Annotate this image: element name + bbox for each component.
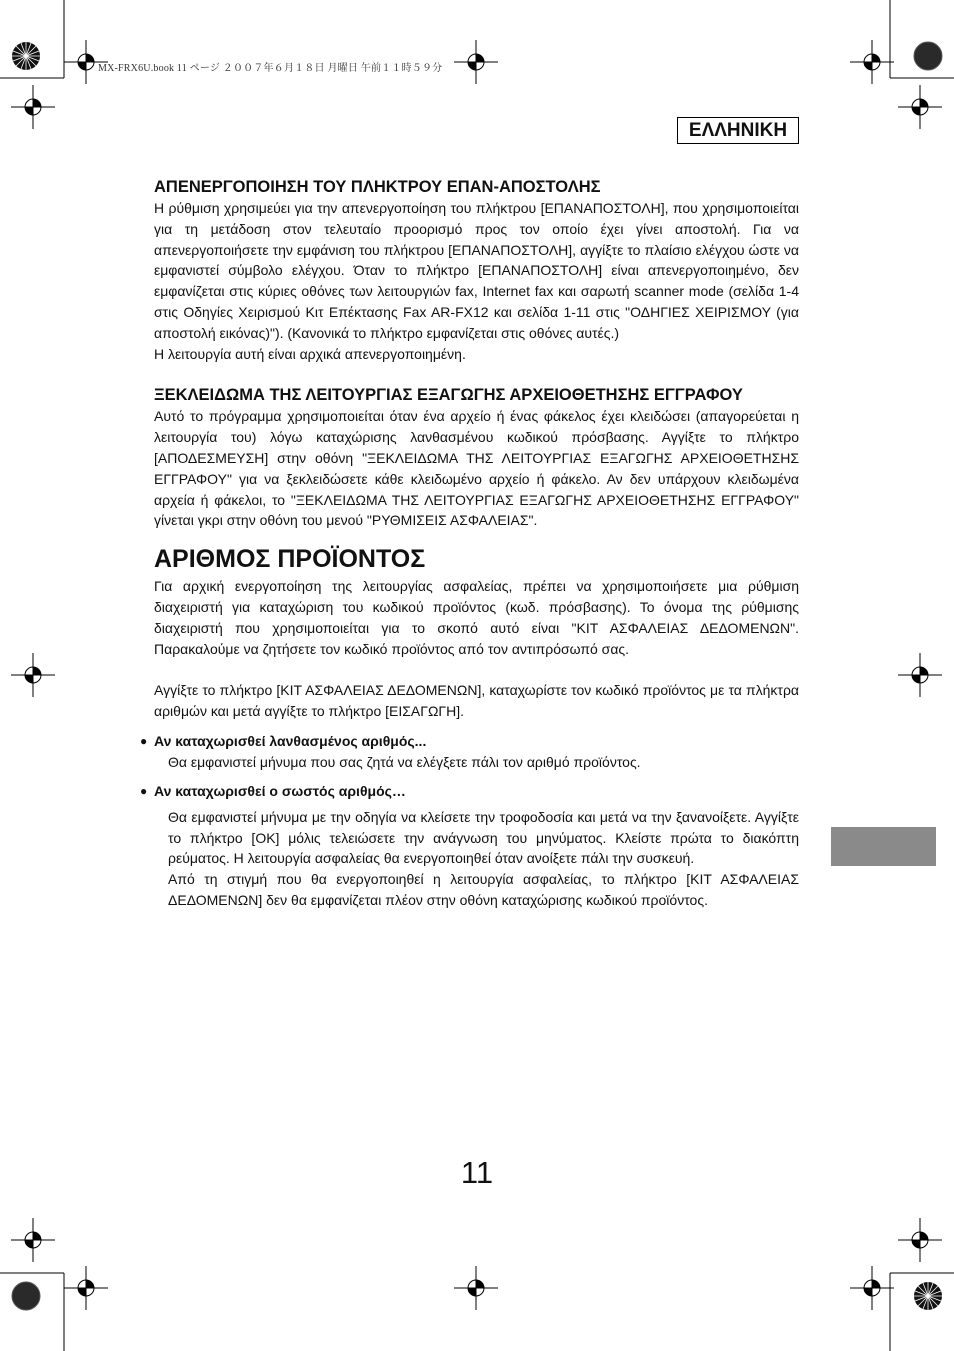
- bullet-icon: ●: [140, 733, 148, 748]
- section-heading-product-number: ΑΡΙΘΜΟΣ ΠΡΟΪΟΝΤΟΣ: [154, 545, 426, 574]
- page-number: 11: [460, 1155, 494, 1190]
- bullet-icon: ●: [140, 783, 148, 798]
- bullet-text: Θα εμφανιστεί μήνυμα με την οδηγία να κλείσετε την τροφοδοσία και μετά να την ξανανοίξετε. Αγγίξτε το πλήκτρο [OK] μόλις τελειώσετε την ανάγνωση του μηνύματος. Κλείστε πρώτα το διακόπτη ρεύματος. Η λειτουργία ασφαλείας θα ενεργοποιηθεί όταν ανοίξετε πάλι την συσκευή.: [168, 808, 799, 867]
- section-heading-repeat-key: ΑΠΕΝΕΡΓΟΠΟΙΗΣΗ ΤΟΥ ΠΛΗΚΤΡΟΥ ΕΠΑΝ-ΑΠΟΣΤΟΛΗΣ: [154, 178, 601, 196]
- paragraph: Η ρύθμιση χρησιμεύει για την απενεργοποίηση του πλήκτρου [ΕΠΑΝΑΠΟΣΤΟΛΗ], που χρησιμοποιείται για τη μετάδοση στον τελευταίο προορισμό προς τον οποίο έχει γίνει αποστολή. Για να απενεργοποιήσετε την εμφάνιση του πλήκτρου [ΕΠΑΝΑΠΟΣΤΟΛΗ], αγγίξτε το πλαίσιο ελέγχου ώστε να εμφανιστεί σύμβολο ελέγχου. Όταν το πλήκτρο [ΕΠΑΝΑΠΟΣΤΟΛΗ] είναι απενεργοποιημένο, δεν εμφανίζεται στις κύριες οθόνες των λειτουργιών fax, Internet fax και σαρωτή scanner mode (σελίδα 1-4 στις Οδηγίες Χειρισμού Κιτ Επέκτασης Fax AR-FX12 και σελίδα 1-11 στις "ΟΔΗΓΙΕΣ ΧΕΙΡΙΣΜΟΥ (για αποστολή εικόνας)"). (Κανονικά το πλήκτρο εμφανίζεται στις οθόνες αυτές.): [154, 200, 799, 341]
- section-heading-unlock-filing: ΞΕΚΛΕΙΔΩΜΑ ΤΗΣ ΛΕΙΤΟΥΡΓΙΑΣ ΕΞΑΓΩΓΗΣ ΑΡΧΕΙΟΘΕΤΗΣΗΣ ΕΓΓΡΑΦΟΥ: [154, 386, 743, 405]
- paragraph: Αυτό το πρόγραμμα χρησιμοποιείται όταν ένα αρχείο ή ένας φάκελος έχει κλειδώσει (απαγορεύεται η λειτουργία του) λόγω καταχώρισης λανθασμένου κωδικού πρόσβασης. Αγγίξτε το πλήκτρο [ΑΠΟΔΕΣΜΕΥΣΗ] στην οθόνη "ΞΕΚΛΕΙΔΩΜΑ ΤΗΣ ΛΕΙΤΟΥΡΓΙΑΣ ΕΞΑΓΩΓΗΣ ΑΡΧΕΙΟΘΕΤΗΣΗΣ ΕΓΓΡΑΦΟΥ" για να ξεκλειδώσετε κάθε κλειδωμένο αρχείο ή φάκελο. Αν δεν υπάρχουν κλειδωμένα αρχεία ή φάκελοι, το "ΞΕΚΛΕΙΔΩΜΑ ΤΗΣ ΛΕΙΤΟΥΡΓΙΑΣ ΕΞΑΓΩΓΗΣ ΑΡΧΕΙΟΘΕΤΗΣΗΣ ΕΓΓΡΑΦΟΥ" γίνεται γκρι στην οθόνη του μενού "ΡΥΘΜΙΣΕΙΣ ΑΣΦΑΛΕΙΑΣ".: [154, 408, 799, 529]
- paragraph: Η λειτουργία αυτή είναι αρχικά απενεργοποιημένη.: [154, 345, 466, 362]
- language-label: ΕΛΛΗΝΙΚΗ: [677, 117, 799, 144]
- side-thumb-tab: [831, 827, 936, 866]
- bullet-text: Από τη στιγμή που θα ενεργοποιηθεί η λειτουργία ασφαλείας, το πλήκτρο [ΚΙΤ ΑΣΦΑΛΕΙΑΣ ΔΕΔΟΜΕΝΩΝ] δεν θα εμφανίζεται πλέον στην οθόνη καταχώρισης κωδικού προϊόντος.: [168, 871, 799, 908]
- bullet-item: [140, 781, 799, 911]
- bullet-item: [140, 731, 799, 773]
- bullet-title: Αν καταχωρισθεί ο σωστός αριθμός…: [154, 782, 406, 799]
- paragraph: Για αρχική ενεργοποίηση της λειτουργίας ασφαλείας, πρέπει να χρησιμοποιήσετε μια ρύθμιση διαχειριστή για καταχώριση του κωδικού προϊόντος (κωδ. πρόσβασης). Το όνομα της ρύθμισης διαχειριστή που χρησιμοποιείται για το σκοπό αυτό είναι "ΚΙΤ ΑΣΦΑΛΕΙΑΣ ΔΕΔΟΜΕΝΩΝ". Παρακαλούμε να ζητήσετε τον κωδικό προϊόντος από τον αντιπρόσωπό σας.: [154, 578, 799, 657]
- bullet-text: Θα εμφανιστεί μήνυμα που σας ζητά να ελέγξετε πάλι τον αριθμό προϊόντος.: [168, 753, 641, 770]
- print-header-info: MX-FRX6U.book 11 ページ ２００７年６月１８日 月曜日 午前１１時５９分: [98, 63, 443, 74]
- main-content: [140, 177, 799, 911]
- paragraph: Αγγίξτε το πλήκτρο [ΚΙΤ ΑΣΦΑΛΕΙΑΣ ΔΕΔΟΜΕΝΩΝ], καταχωρίστε τον κωδικό προϊόντος με τα πλήκτρα αριθμών και μετά αγγίξτε το πλήκτρο [ΕΙΣΑΓΩΓΗ].: [154, 682, 799, 720]
- bullet-title: Αν καταχωρισθεί λανθασμένος αριθμός...: [154, 732, 427, 749]
